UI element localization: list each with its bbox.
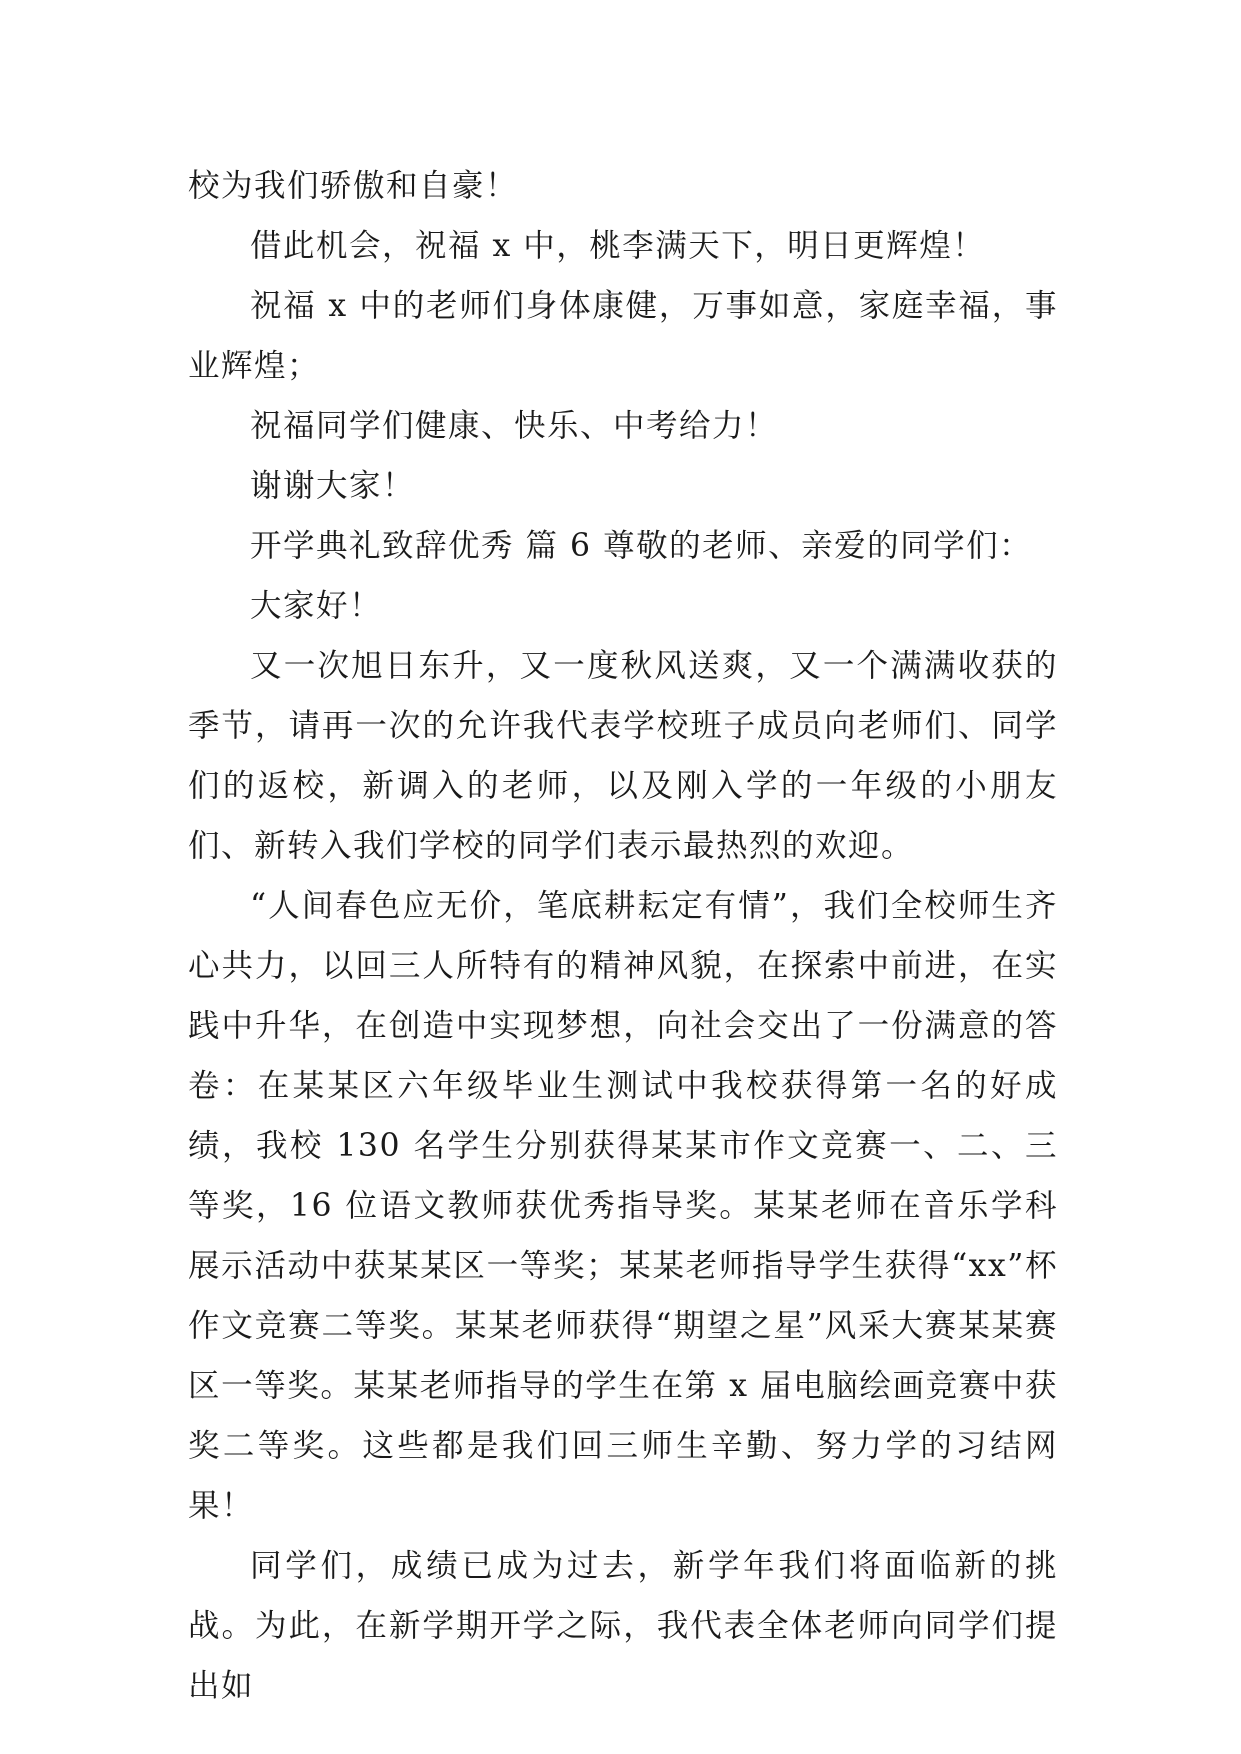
paragraph: 又一次旭日东升，又一度秋风送爽，又一个满满收获的季节，请再一次的允许我代表学校班子成员向老师们、同学们的返校，新调入的老师，以及刚入学的一年级的小朋友们、新转入我们学校的同学们表示最热烈的欢迎。 [188,648,1058,864]
paragraph: 祝福 x 中的老师们身体康健，万事如意，家庭幸福，事业辉煌； [188,288,1058,384]
document-body [188,156,1058,1716]
paragraph: 开学典礼致辞优秀 篇 6 尊敬的老师、亲爱的同学们： [250,528,1033,564]
paragraph: 谢谢大家！ [250,468,416,504]
paragraph: 借此机会，祝福 x 中，桃李满天下，明日更辉煌！ [250,228,986,264]
paragraph: 祝福同学们健康、快乐、中考给力！ [250,408,779,444]
paragraph: 大家好！ [250,588,383,624]
paragraph: “人间春色应无价，笔底耕耘定有情”，我们全校师生齐心共力，以回三人所特有的精神风貌，在探索中前进，在实践中升华，在创造中实现梦想，向社会交出了一份满意的答卷：在某某区六年级毕业生测试中我校获得第一名的好成绩，我校 130 名学生分别获得某某市作文竞赛一、二、三等奖，16 位语文教师获优秀指导奖。某某老师在音乐学科展示活动中获某某区一等奖；某某老师指导学生获得“xx”杯作文竞赛二等奖。某某老师获得“期望之星”风采大赛某某赛区一等奖。某某老师指导的学生在第 x 届电脑绘画竞赛中获奖二等奖。这些都是我们回三师生辛勤、努力学的习结网果！ [188,888,1058,1524]
paragraph: 同学们，成绩已成为过去，新学年我们将面临新的挑战。为此，在新学期开学之际，我代表全体老师向同学们提出如 [188,1548,1058,1704]
paragraph: 校为我们骄傲和自豪！ [188,168,519,204]
